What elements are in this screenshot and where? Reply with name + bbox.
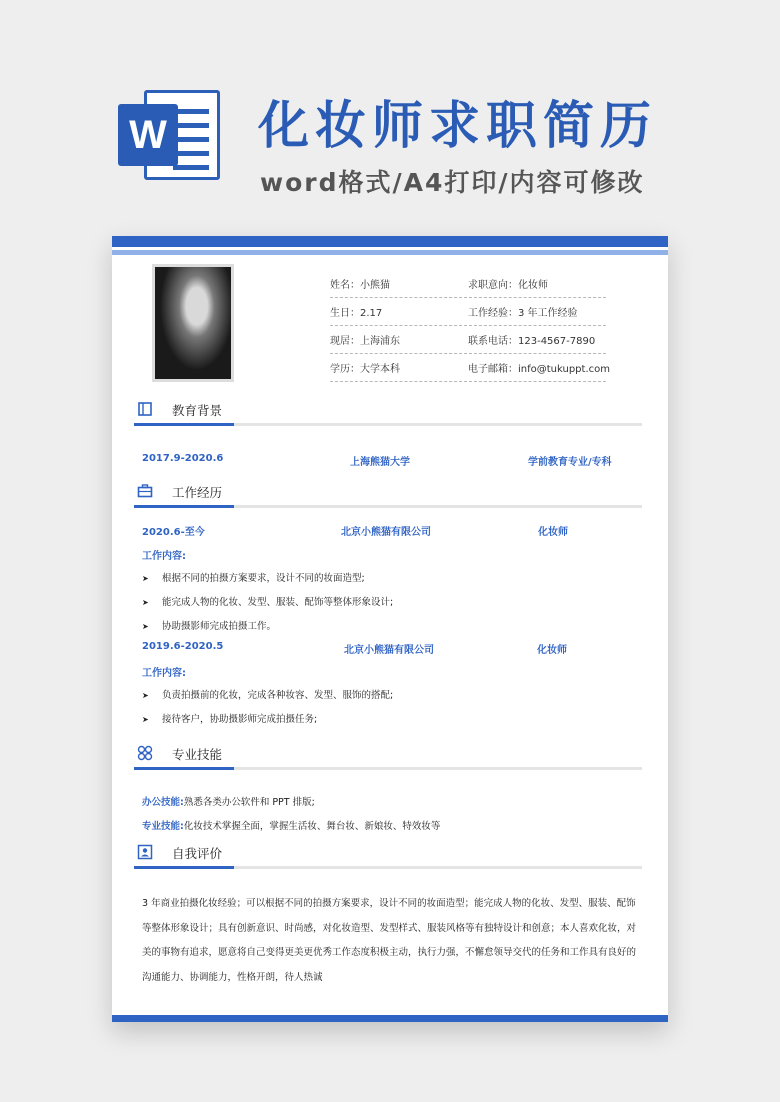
page-subtitle: word格式/A4打印/内容可修改 [260,168,645,197]
arrow-bullet-icon: ➤ [142,715,149,724]
skill-key: 专业技能: [142,821,184,832]
book-icon [136,400,154,418]
work-role: 化妆师 [538,527,568,538]
section-title: 自我评价 [172,846,223,861]
word-logo-icon [118,84,222,186]
info-experience: 工作经验：3 年工作经验 [468,308,578,319]
person-icon [136,843,154,861]
section-self-eval-header [134,841,642,871]
info-email: 电子邮箱：info@tukuppt.com [468,364,610,375]
arrow-bullet-icon: ➤ [142,598,149,607]
resume-paper [112,236,668,1022]
section-title: 专业技能 [172,747,223,762]
work-period: 2019.6-2020.5 [142,641,224,652]
top-accent-bar-light [112,250,668,255]
info-phone: 联系电话：123-4567-7890 [468,336,596,347]
section-skills-header [134,742,642,772]
skill-value: 熟悉各类办公软件和 PPT 排版; [183,797,315,808]
word-badge: W [118,104,178,166]
work-company: 北京小熊猫有限公司 [344,645,434,656]
section-title: 工作经历 [172,485,223,500]
list-item: ➤ 协助摄影师完成拍摄工作。 [142,621,277,632]
skill-item [142,818,440,832]
list-item: ➤ 接待客户，协助摄影师完成拍摄任务; [142,714,318,725]
info-residence: 现居：上海浦东 [330,336,400,347]
work-content-label: 工作内容: [142,668,186,679]
section-work-header [134,480,642,510]
section-title: 教育背景 [172,403,223,418]
bottom-accent-bar [112,1015,668,1022]
skill-item [142,794,315,808]
info-row [330,298,606,326]
work-period: 2020.6-至今 [142,527,205,538]
education-major: 学前教育专业/专科 [528,457,612,468]
education-period: 2017.9-2020.6 [142,453,224,464]
education-school: 上海熊猫大学 [350,457,410,468]
briefcase-icon [136,482,154,500]
page-title: 化妆师求职简历 [258,97,658,156]
arrow-bullet-icon: ➤ [142,622,149,631]
info-job-intent: 求职意向：化妆师 [468,280,548,291]
info-row [330,270,606,298]
top-accent-bar [112,236,668,247]
arrow-bullet-icon: ➤ [142,574,149,583]
self-evaluation-text: 3 年商业拍摄化妆经验；可以根据不同的拍摄方案要求，设计不同的妆面造型；能完成人物的化妆、发型、服装、配饰等整体形象设计；具有创新意识、时尚感，对化妆造型、发型样式、服装风格等有独特设计和创意；本人喜欢化妆，对美的事物有追求，愿意将自己变得更美更优秀工作态度积极主动，执行力强，不懈怠领导交代的任务和工作具有良好的沟通能力、协调能力，性格开朗，待人热诚 [142,898,637,983]
skill-key: 办公技能: [142,797,184,808]
work-role: 化妆师 [537,645,567,656]
work-content-label: 工作内容: [142,551,186,562]
grid-icon [136,744,154,762]
list-item: ➤ 根据不同的拍摄方案要求，设计不同的妆面造型; [142,573,365,584]
profile-info [330,270,610,382]
work-company: 北京小熊猫有限公司 [341,527,431,538]
skill-value: 化妆技术掌握全面，掌握生活妆、舞台妆、新娘妆、特效妆等 [183,821,441,832]
profile-photo [152,264,234,382]
info-education: 学历：大学本科 [330,364,400,375]
list-item: ➤ 能完成人物的化妆、发型、服装、配饰等整体形象设计; [142,597,394,608]
info-row [330,354,610,382]
list-item: ➤ 负责拍摄前的化妆，完成各种妆容、发型、服饰的搭配; [142,690,394,701]
section-education-header [134,398,642,428]
info-birthday: 生日：2.17 [330,308,383,319]
arrow-bullet-icon: ➤ [142,691,149,700]
info-name: 姓名：小熊猫 [330,280,390,291]
info-row [330,326,606,354]
